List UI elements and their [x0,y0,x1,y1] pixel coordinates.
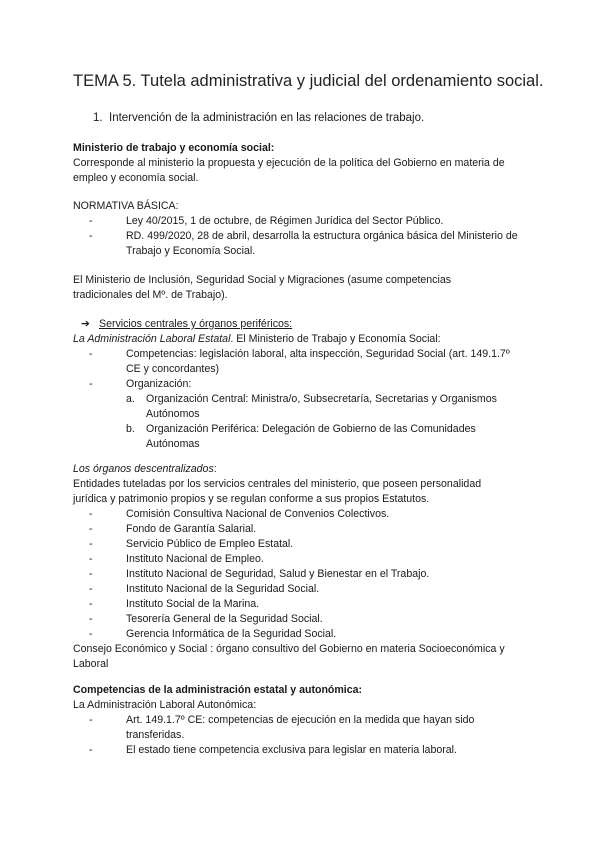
dash-bullet: - [89,538,93,550]
servicios-section [73,317,533,452]
servicios-item-text: Organización: [126,378,192,390]
normativa-heading: NORMATIVA BÁSICA: [73,200,179,212]
servicios-heading-item [81,317,533,332]
section-title: Intervención de la administración en las relaciones de trabajo. [109,112,425,124]
organo-item [89,627,533,642]
alpha-marker: a. [126,393,135,405]
servicios-item [89,347,533,377]
section-number: 1. [93,112,103,124]
normativa-section [73,199,533,259]
organo-item [89,537,533,552]
descentralizados-heading: Los órganos descentralizados [73,463,214,475]
normativa-item [89,214,533,229]
organizacion-sub-text: Organización Central: Ministra/o, Subsecretaría, Secretarias y Organismos [146,393,497,405]
competencias-item-text: transferidas. [126,729,185,741]
dash-bullet: - [89,583,93,595]
document-title: TEMA 5. Tutela administrativa y judicial del ordenamiento social. [73,72,544,90]
descentralizados-para-line: jurídica y patrimonio propios y se regulan conforme a sus propios Estatutos. [73,493,430,505]
arrow-icon: ➔ [81,318,90,330]
organo-item [89,597,533,612]
numbered-section-heading [93,110,424,126]
normativa-item-text: Trabajo y Economía Social. [126,245,256,257]
organo-text: Servicio Público de Empleo Estatal. [126,538,294,550]
competencias-heading: Competencias de la administración estatal y autonómica: [73,684,363,696]
alpha-marker: b. [126,423,135,435]
dash-bullet: - [89,553,93,565]
organo-item [89,507,533,522]
dash-bullet: - [89,523,93,535]
normativa-item [89,229,533,259]
competencias-section [73,683,533,758]
organo-text: Gerencia Informática de la Seguridad Social. [126,628,337,640]
dash-bullet: - [89,714,93,726]
organo-text: Instituto Nacional de la Seguridad Social. [126,583,320,595]
dash-bullet: - [89,508,93,520]
dash-bullet: - [89,215,93,227]
dash-bullet: - [89,568,93,580]
dash-bullet: - [89,598,93,610]
organizacion-sub-item [126,392,533,422]
consejo-line: Laboral [73,658,109,670]
competencias-subheading: La Administración Laboral Autonómica: [73,699,257,711]
descentralizados-section [73,462,533,672]
competencias-item [89,743,533,758]
dash-bullet: - [89,348,93,360]
servicios-item-text: Competencias: legislación laboral, alta inspección, Seguridad Social (art. 149.1.7º [126,348,510,360]
dash-bullet: - [89,744,93,756]
normativa-item-text: RD. 499/2020, 28 de abril, desarrolla la estructura orgánica básica del Ministerio de [126,230,518,242]
organo-text: Comisión Consultiva Nacional de Convenios Colectivos. [126,508,390,520]
organizacion-sub-text: Organización Periférica: Delegación de Gobierno de las Comunidades [146,423,476,435]
servicios-heading: Servicios centrales y órganos periféricos: [99,318,293,330]
dash-bullet: - [89,628,93,640]
organo-text: Fondo de Garantía Salarial. [126,523,257,535]
ministerio-para-line: Corresponde al ministerio la propuesta y ejecución de la política del Gobierno en materia de [73,157,505,169]
organo-item [89,567,533,582]
descentralizados-colon: : [213,463,217,475]
ministerio-section [73,141,533,186]
descentralizados-heading-line [73,462,533,477]
descentralizados-para-line: Entidades tuteladas por los servicios centrales del ministerio, que poseen personalidad [73,478,482,490]
organo-text: Instituto Social de la Marina. [126,598,260,610]
estatal-text: . El Ministerio de Trabajo y Economía Social: [230,333,441,345]
organo-item [89,552,533,567]
organizacion-sub-text: Autónomos [146,408,200,420]
competencias-item-text: El estado tiene competencia exclusiva para legislar en materia laboral. [126,744,457,756]
ministerio-para-line: empleo y economía social. [73,172,199,184]
ministerio-heading: Ministerio de trabajo y economía social: [73,142,275,154]
servicios-item [89,377,533,392]
dash-bullet: - [89,230,93,242]
organo-text: Tesorería General de la Seguridad Social. [126,613,323,625]
estatal-label: La Administración Laboral Estatal [73,333,231,345]
inclusion-line: El Ministerio de Inclusión, Seguridad Social y Migraciones (asume competencias [73,274,452,286]
competencias-item-text: Art. 149.1.7º CE: competencias de ejecución en la medida que hayan sido [126,714,475,726]
dash-bullet: - [89,613,93,625]
competencias-item [89,713,533,743]
estatal-line [73,332,533,347]
normativa-item-text: Ley 40/2015, 1 de octubre, de Régimen Jurídica del Sector Público. [126,215,444,227]
dash-bullet: - [89,378,93,390]
organizacion-sub-item [126,422,533,452]
inclusion-line: tradicionales del Mº. de Trabajo). [73,289,228,301]
consejo-line: Consejo Económico y Social : órgano consultivo del Gobierno en materia Socioeconómica y [73,643,505,655]
organo-text: Instituto Nacional de Seguridad, Salud y Bienestar en el Trabajo. [126,568,430,580]
inclusion-paragraph [73,273,533,303]
organo-item [89,522,533,537]
organo-text: Instituto Nacional de Empleo. [126,553,264,565]
servicios-item-text: CE y concordantes) [126,363,220,375]
organizacion-sub-text: Autónomas [146,438,200,450]
organo-item [89,612,533,627]
organo-item [89,582,533,597]
